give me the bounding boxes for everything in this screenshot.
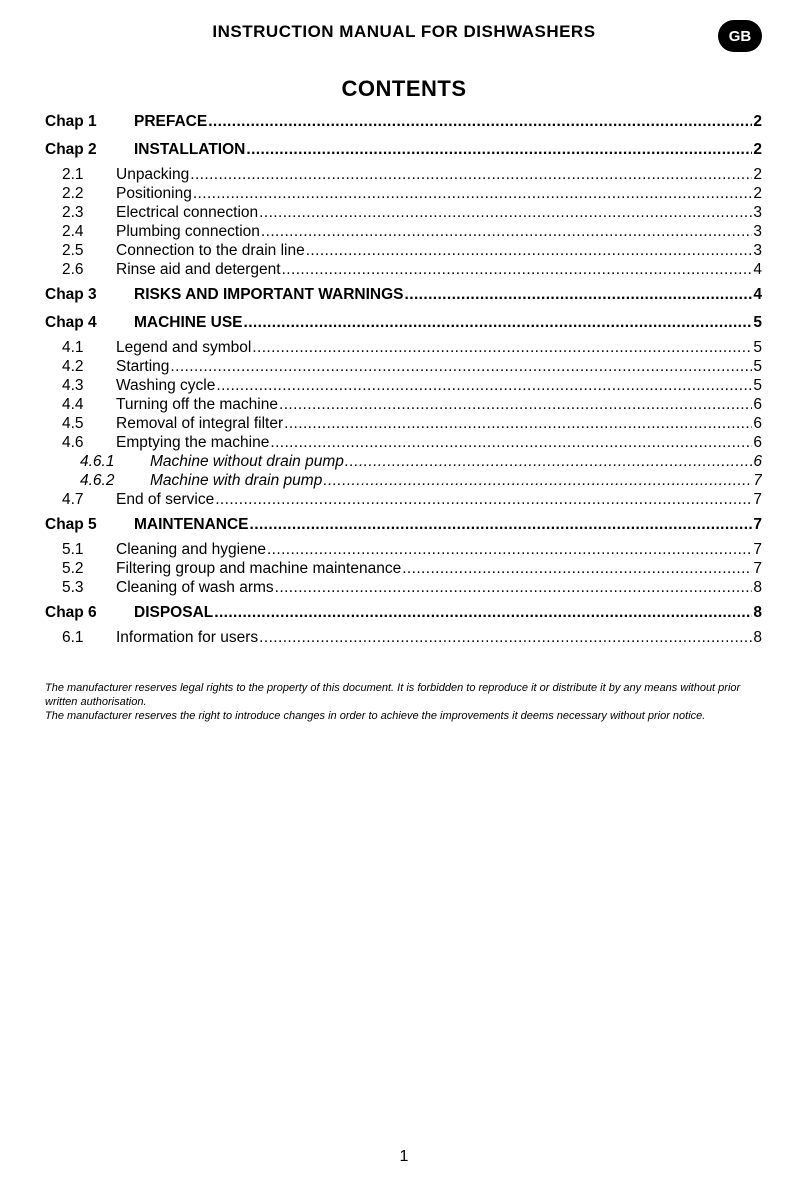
table-of-contents (45, 108, 762, 647)
toc-entry-title: Connection to the drain line (116, 242, 305, 259)
toc-entry-title: PREFACE (134, 113, 208, 130)
toc-entry-page: 6 (753, 434, 762, 451)
toc-section-entry[interactable] (45, 260, 762, 279)
toc-entry-title: Cleaning and hygiene (116, 541, 266, 558)
dot-leader (214, 599, 752, 627)
toc-chapter-entry[interactable] (45, 108, 762, 136)
toc-entry-page: 6 (753, 396, 762, 413)
legal-notice-line-2: The manufacturer reserves the right to introduce changes in order to achieve the improvements it deems necessary without prior notice. (45, 710, 706, 722)
toc-entry-page: 7 (753, 560, 762, 577)
dot-leader (244, 309, 753, 337)
toc-entry-number: 2.1 (62, 166, 84, 183)
toc-entry-page: 8 (753, 579, 762, 596)
dot-leader (270, 433, 752, 452)
toc-entry-title: Machine with drain pump (150, 472, 323, 489)
toc-entry-page: 7 (753, 541, 762, 558)
toc-section-entry[interactable] (45, 628, 762, 647)
toc-entry-number: 4.7 (62, 491, 84, 508)
toc-entry-number: 4.4 (62, 396, 84, 413)
dot-leader (170, 357, 752, 376)
dot-leader (282, 260, 753, 279)
page-number: 1 (399, 1148, 409, 1165)
toc-entry-number: 4.5 (62, 415, 84, 432)
toc-entry-number: 6.1 (62, 629, 84, 646)
toc-subsection-entry[interactable] (45, 471, 762, 490)
toc-entry-number: 4.6.1 (80, 453, 115, 470)
toc-entry-page: 5 (753, 339, 762, 356)
toc-entry-title: Emptying the machine (116, 434, 270, 451)
dot-leader (208, 108, 752, 136)
toc-entry-title: MAINTENANCE (134, 516, 249, 533)
dot-leader (190, 165, 752, 184)
toc-subsection-entry[interactable] (45, 452, 762, 471)
dot-leader (261, 222, 752, 241)
toc-chapter-entry[interactable] (45, 136, 762, 164)
toc-entry-title: Legend and symbol (116, 339, 252, 356)
toc-section-entry[interactable] (45, 222, 762, 241)
toc-section-entry[interactable] (45, 578, 762, 597)
toc-entry-page: 6 (753, 415, 762, 432)
toc-section-entry[interactable] (45, 241, 762, 260)
dot-leader (259, 203, 752, 222)
toc-section-entry[interactable] (45, 490, 762, 509)
toc-entry-page: 5 (753, 377, 762, 394)
toc-entry-title: INSTALLATION (134, 141, 246, 158)
toc-entry-title: Starting (116, 358, 170, 375)
toc-entry-title: Cleaning of wash arms (116, 579, 274, 596)
toc-chapter-entry[interactable] (45, 309, 762, 337)
toc-entry-title: Positioning (116, 185, 192, 202)
toc-entry-page: 2 (753, 185, 762, 202)
toc-entry-title: Washing cycle (116, 377, 216, 394)
toc-entry-page: 7 (753, 516, 762, 533)
dot-leader (267, 540, 752, 559)
toc-entry-title: Removal of integral filter (116, 415, 284, 432)
toc-entry-number: 5.2 (62, 560, 84, 577)
dot-leader (259, 628, 752, 647)
dot-leader (246, 136, 752, 164)
toc-entry-number: Chap 1 (45, 113, 97, 130)
toc-chapter-entry[interactable] (45, 599, 762, 627)
toc-entry-page: 5 (753, 358, 762, 375)
toc-entry-number: 2.6 (62, 261, 84, 278)
toc-entry-title: DISPOSAL (134, 604, 214, 621)
toc-entry-page: 7 (753, 491, 762, 508)
toc-entry-page: 5 (753, 314, 762, 331)
toc-entry-number: Chap 3 (45, 286, 97, 303)
dot-leader (402, 559, 752, 578)
toc-entry-title: Plumbing connection (116, 223, 260, 240)
toc-entry-page: 2 (753, 141, 762, 158)
toc-entry-page: 7 (753, 472, 762, 489)
toc-entry-page: 4 (753, 261, 762, 278)
toc-entry-number: 4.1 (62, 339, 84, 356)
toc-entry-number: 2.2 (62, 185, 84, 202)
dot-leader (323, 471, 752, 490)
toc-entry-title: Rinse aid and detergent (116, 261, 281, 278)
toc-section-entry[interactable] (45, 559, 762, 578)
legal-notice (45, 681, 765, 723)
toc-entry-title: Unpacking (116, 166, 190, 183)
dot-leader (345, 452, 753, 471)
toc-chapter-entry[interactable] (45, 511, 762, 539)
dot-leader (275, 578, 753, 597)
toc-entry-title: Information for users (116, 629, 259, 646)
legal-notice-line-1: The manufacturer reserves legal rights to the property of this document. It is forbidden to reproduce it or distribute it by any means without prior written authorisation. (45, 682, 741, 708)
toc-entry-page: 2 (753, 113, 762, 130)
toc-section-entry[interactable] (45, 433, 762, 452)
toc-entry-number: 2.4 (62, 223, 84, 240)
toc-entry-number: 5.3 (62, 579, 84, 596)
toc-entry-number: Chap 4 (45, 314, 97, 331)
toc-section-entry[interactable] (45, 165, 762, 184)
toc-entry-page: 6 (753, 453, 762, 470)
dot-leader (216, 376, 752, 395)
toc-entry-page: 4 (753, 286, 762, 303)
toc-section-entry[interactable] (45, 203, 762, 222)
toc-entry-page: 3 (753, 223, 762, 240)
toc-entry-page: 3 (753, 242, 762, 259)
toc-entry-page: 3 (753, 204, 762, 221)
toc-section-entry[interactable] (45, 376, 762, 395)
toc-entry-title: Machine without drain pump (150, 453, 344, 470)
toc-entry-title: RISKS AND IMPORTANT WARNINGS (134, 286, 404, 303)
toc-entry-number: Chap 2 (45, 141, 97, 158)
toc-entry-page: 8 (753, 629, 762, 646)
dot-leader (252, 338, 752, 357)
toc-section-entry[interactable] (45, 395, 762, 414)
toc-chapter-entry[interactable] (45, 281, 762, 309)
manual-title: INSTRUCTION MANUAL FOR DISHWASHERS (212, 22, 596, 41)
toc-entry-number: 4.6.2 (80, 472, 115, 489)
toc-entry-number: 5.1 (62, 541, 84, 558)
toc-entry-number: 2.5 (62, 242, 84, 259)
dot-leader (284, 414, 752, 433)
toc-section-entry[interactable] (45, 338, 762, 357)
toc-entry-page: 2 (753, 166, 762, 183)
dot-leader (405, 281, 753, 309)
contents-heading: CONTENTS (341, 76, 467, 101)
toc-section-entry[interactable] (45, 357, 762, 376)
dot-leader (193, 184, 753, 203)
toc-entry-title: Electrical connection (116, 204, 259, 221)
toc-entry-number: 2.3 (62, 204, 84, 221)
toc-entry-number: Chap 6 (45, 604, 97, 621)
toc-entry-title: Filtering group and machine maintenance (116, 560, 402, 577)
dot-leader (279, 395, 752, 414)
dot-leader (215, 490, 752, 509)
dot-leader (250, 511, 753, 539)
toc-section-entry[interactable] (45, 414, 762, 433)
toc-entry-number: Chap 5 (45, 516, 97, 533)
toc-entry-number: 4.2 (62, 358, 84, 375)
language-badge: GB (718, 20, 762, 52)
toc-entry-page: 8 (753, 604, 762, 621)
toc-entry-title: End of service (116, 491, 215, 508)
toc-entry-number: 4.6 (62, 434, 84, 451)
toc-section-entry[interactable] (45, 184, 762, 203)
dot-leader (306, 241, 753, 260)
toc-entry-title: Turning off the machine (116, 396, 278, 413)
toc-entry-title: MACHINE USE (134, 314, 243, 331)
toc-section-entry[interactable] (45, 540, 762, 559)
toc-entry-number: 4.3 (62, 377, 84, 394)
